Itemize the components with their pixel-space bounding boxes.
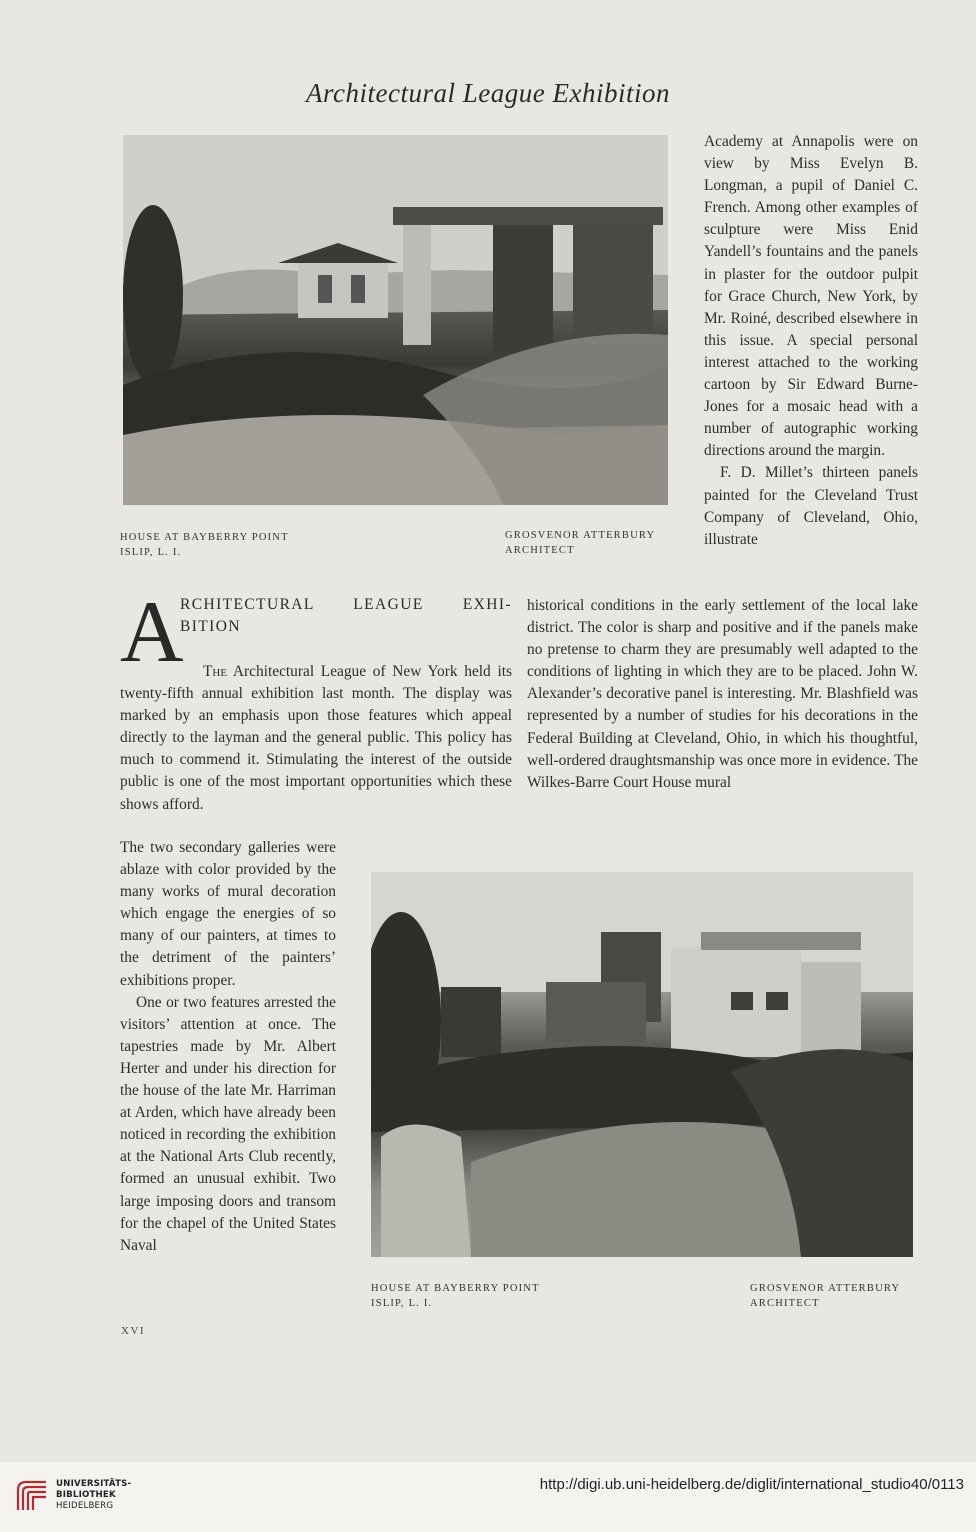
photo-illustration: [123, 135, 668, 505]
lead-text: Architectural League of New York held its twenty-fifth annual exhibition last month. The display was marked by an emphasis upon those features which appeal directly to the layman and the general public. This policy has much to commend it. Stimulating the interest of the outside public is one of the most important opportunities which these shows afford.: [120, 663, 512, 813]
footer-bar: [0, 1462, 976, 1532]
heading-line: RCHITECTURAL LEAGUE EXHI-: [180, 596, 512, 613]
article-heading: [180, 594, 512, 638]
caption-bottom-right: [750, 1281, 900, 1311]
page-number: XVI: [121, 1325, 146, 1337]
caption-bottom-left: [371, 1281, 540, 1311]
library-name: [56, 1479, 131, 1512]
text-column-right-top: [704, 131, 918, 551]
caption-line: GROSVENOR ATTERBURY: [505, 530, 656, 541]
library-name-line: HEIDELBERG: [56, 1501, 114, 1511]
heading-line: BITION: [180, 618, 241, 635]
page-title: Architectural League Exhibition: [306, 78, 670, 108]
caption-top-left: [120, 530, 289, 560]
caption-line: ISLIP, L. I.: [371, 1298, 433, 1309]
paragraph: historical conditions in the early settlement of the local lake district. The color is sharp and positive and if the panels make no pretense to charm they are presumably well adapted to the conditions of lighting in which they are to be placed. John W. Alexander’s decorative panel is interesting. Mr. Blashfield was represented by a number of studies for his decorations in the Federal Building at Cleveland, Ohio, in which his thoughtful, well-ordered draughtsmanship was once more in evidence. The Wilkes-Barre Court House mural: [527, 597, 918, 791]
paragraph: Academy at Annapolis were on view by Miss Evelyn B. Longman, a pupil of Daniel C. French. Among other examples of sculpture were Miss Enid Yandell’s fountains and the panels in plaster for the outdoor pulpit for Grace Church, New York, by Mr. Roiné, described elsewhere in this issue. A special personal interest attached to the working cartoon by Sir Edward Burne-Jones for a mosaic head with a number of autographic working directions around the margin.: [704, 133, 918, 460]
photo-illustration: [371, 872, 913, 1257]
library-logo-icon: [12, 1476, 52, 1516]
photo-house-pergola: [123, 135, 668, 505]
photo-house-garden: [371, 872, 913, 1257]
caption-line: ARCHITECT: [750, 1298, 820, 1309]
drop-cap: A: [120, 584, 184, 681]
text-column-right-mid: [527, 595, 918, 794]
caption-top-right: [505, 528, 655, 558]
source-url-link[interactable]: http://digi.ub.uni-heidelberg.de/diglit/international_studio40/0113: [539, 1476, 964, 1493]
article-lead-wide: [120, 661, 512, 816]
caption-line: HOUSE AT BAYBERRY POINT: [120, 532, 289, 543]
caption-line: ARCHITECT: [505, 545, 575, 556]
paragraph: The two secondary galleries were ablaze with color provided by the many works of mural decoration which engage the energies of so many of our painters, at times to the detriment of the painters’ exhibitions proper.: [120, 839, 336, 989]
paragraph: F. D. Millet’s thirteen panels painted for the Cleveland Trust Company of Cleveland, Ohio, illustrate: [704, 464, 918, 548]
caption-line: HOUSE AT BAYBERRY POINT: [371, 1283, 540, 1294]
library-name-line: BIBLIOTHEK: [56, 1490, 116, 1500]
library-name-line: UNIVERSITÄTS-: [56, 1479, 132, 1489]
paragraph: One or two features arrested the visitors’ attention at once. The tapestries made by Mr. Albert Herter and under his direction for the house of the late Mr. Harriman at Arden, which have already been noticed in recording the exhibition at the National Arts Club recently, formed an unusual exhibit. Two large imposing doors and transom for the chapel of the United States Naval: [120, 993, 336, 1254]
paragraph: [120, 661, 512, 816]
caption-line: ISLIP, L. I.: [120, 547, 182, 558]
lead-word: The: [203, 663, 228, 680]
caption-line: GROSVENOR ATTERBURY: [750, 1283, 901, 1294]
text-column-left-narrow: [120, 837, 336, 1257]
